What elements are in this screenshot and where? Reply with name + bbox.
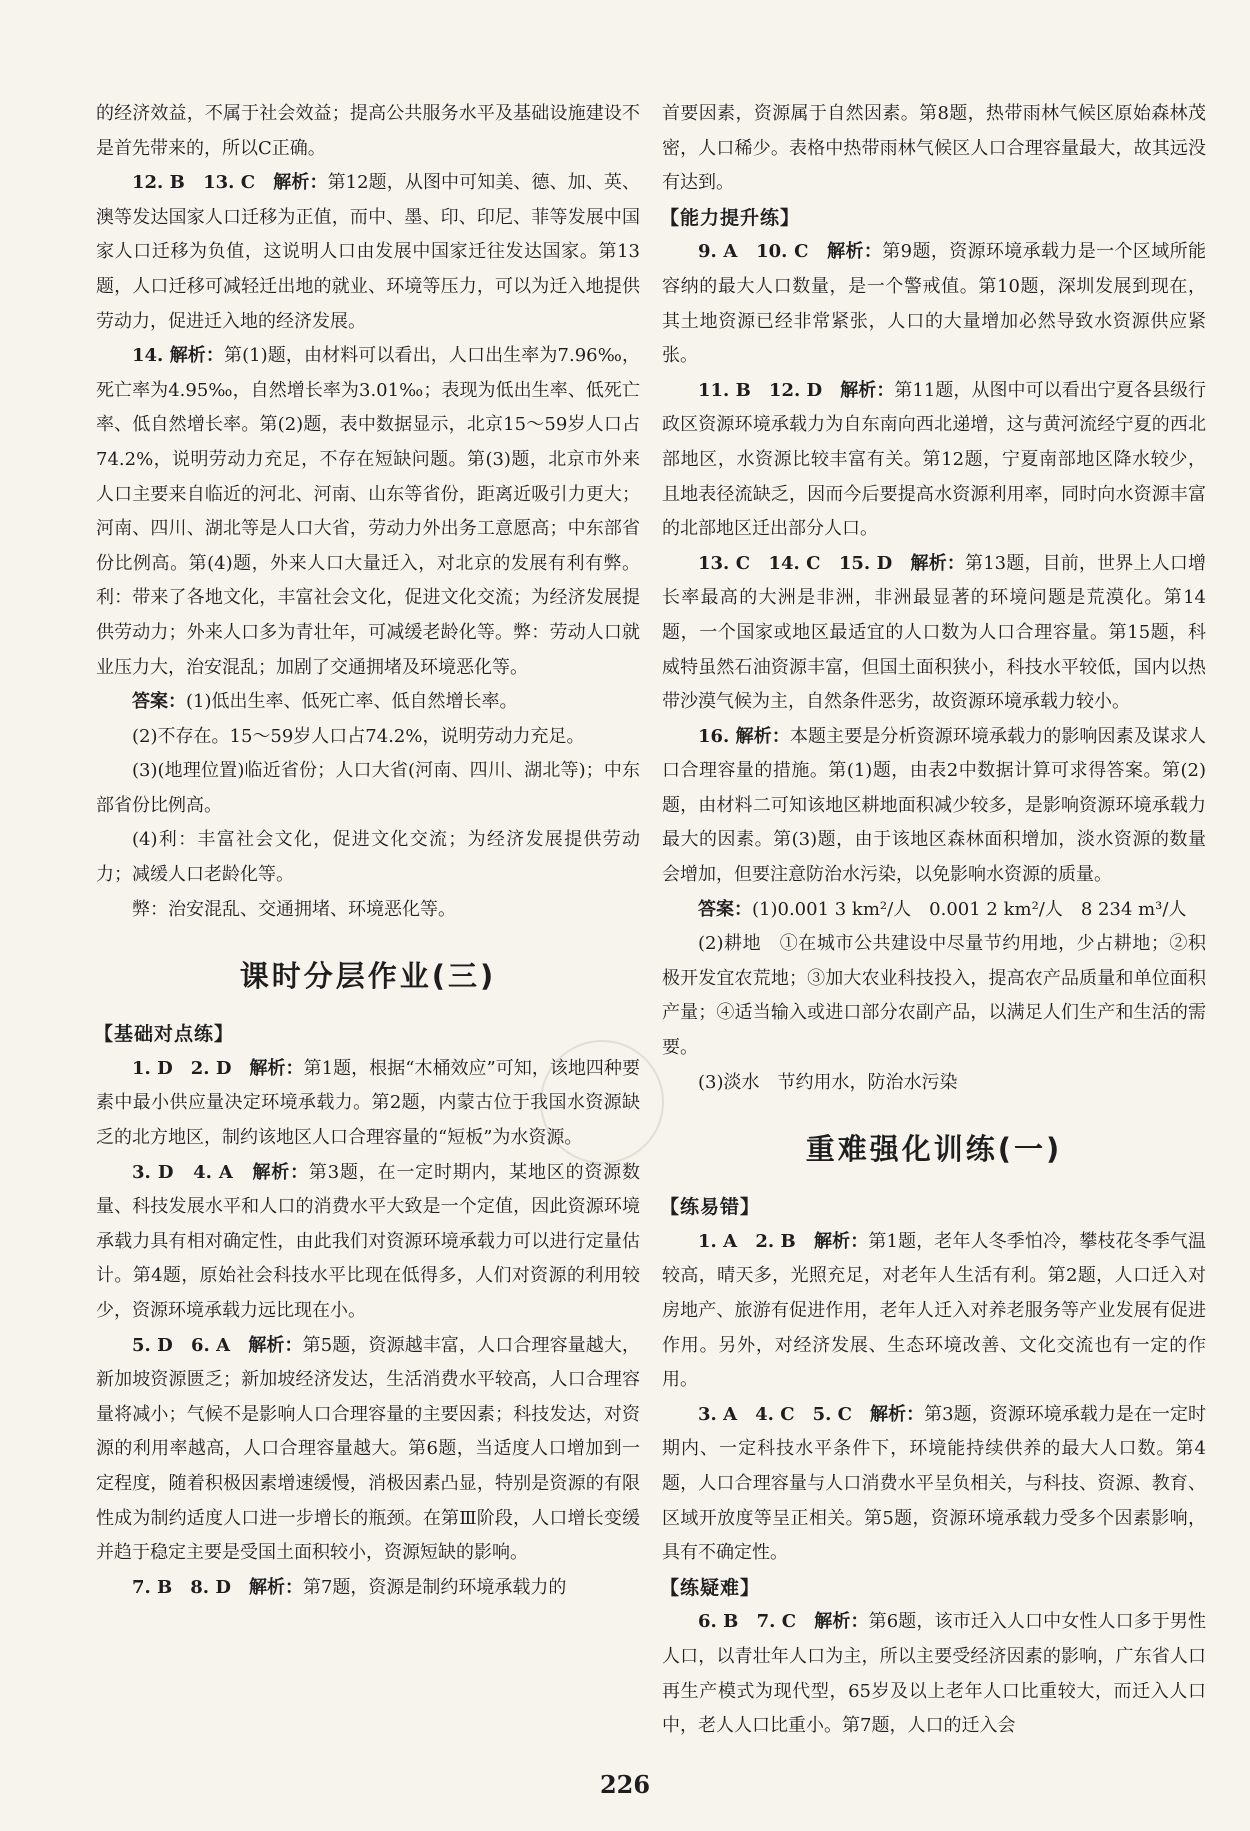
answer-14 bbox=[96, 339, 640, 685]
explanation: 第(1)题，由材料可以看出，人口出生率为7.96‰，死亡率为4.95‰，自然增长率为3.01‰；表现为低出生率、低死亡率、低自然增长率。第(2)题，表中数据显示，北京15～59岁人口占74.2%，说明劳动力充足，不存在短缺问题。第(3)题，北京市外来人口主要来自临近的河北、河南、山东等省份，距离近吸引力更大；河南、四川、湖北等是人口大省，劳动力外出务工意愿高；中东部省份比例高。第(4)题，外来人口大量迁入，对北京的发展有利有弊。利：带来了各地文化，丰富社会文化，促进文化交流；为经济发展提供劳动力；外来人口多为青壮年，可减缓老龄化等。弊：劳动人口就业压力大，治安混乱；加剧了交通拥堵及环境恶化等。 bbox=[96, 345, 640, 678]
paragraph: 首要因素，资源属于自然因素。第8题，热带雨林气候区原始森林茂密，人口稀少。表格中热带雨林气候区人口合理容量最大，故其远没有达到。 bbox=[662, 103, 1206, 194]
answer-label: 答案： bbox=[132, 691, 186, 713]
answer-13-15 bbox=[662, 547, 1206, 720]
explanation: 第9题，资源环境承载力是一个区域所能容纳的最大人口数量，是一个警戒值。第10题，深圳发展到现在，其土地资源已经非常紧张，人口的大量增加必然导致水资源供应紧张。 bbox=[662, 241, 1206, 367]
question-label: 1. D 2. D 解析： bbox=[132, 1057, 304, 1079]
question-label: 16. 解析： bbox=[698, 725, 790, 747]
question-label: 6. B 7. C 解析： bbox=[698, 1611, 869, 1633]
answer-label: 答案： bbox=[698, 898, 752, 920]
explanation: 第7题，资源是制约环境承载力的 bbox=[302, 1576, 567, 1598]
question-label: 7. B 8. D 解析： bbox=[132, 1576, 303, 1598]
answer-12-13 bbox=[96, 166, 640, 339]
answer-5-6 bbox=[96, 1329, 640, 1571]
question-label: 5. D 6. A 解析： bbox=[132, 1334, 303, 1356]
paragraph: 的经济效益，不属于社会效益；提高公共服务水平及基础设施建设不是首先带来的，所以C正确。 bbox=[96, 103, 640, 159]
explanation: 第5题，资源越丰富，人口合理容量越大，新加坡资源匮乏；新加坡经济发达，生活消费水平较高，人口合理容量将减小；气候不是影响人口合理容量的主要因素；科技发达，对资源的利用率越高，人口合理容量越大。第6题，当适度人口增加到一定程度，随着积极因素增速缓慢，消极因素凸显，特别是资源的有限性成为制约适度人口进一步增长的瓶颈。在第Ⅲ阶段，人口增长变缓并趋于稳定主要是受国土面积较小，资源短缺的影响。 bbox=[96, 1334, 640, 1564]
left-column bbox=[96, 97, 640, 1605]
answer-text: (4)利：丰富社会文化，促进文化交流；为经济发展提供劳动力；减缓人口老龄化等。 bbox=[96, 829, 640, 886]
answer-3-5 bbox=[662, 1398, 1206, 1571]
explanation: 第1题，根据“木桶效应”可知，该地四种要素中最小供应量决定环境承载力。第2题，内蒙古位于我国水资源缺乏的北方地区，制约该地区人口合理容量的“短板”为水资源。 bbox=[96, 1057, 640, 1149]
explanation: 第3题，在一定时期内，某地区的资源数量、科技发展水平和人口的消费水平大致是一个定值，因此资源环境承载力具有相对确定性，由此我们对资源环境承载力可以进行定量估计。第4题，原始社会科技水平比现在低得多，人们对资源的利用较少，资源环境承载力远比现在小。 bbox=[96, 1161, 640, 1321]
answer-text: (2)耕地 ①在城市公共建设中尽量节约用地，少占耕地；②积极开发宜农荒地；③加大农业科技投入，提高农产品质量和单位面积产量；④适当输入或进口部分农副产品，以满足人们生产和生活的需要。 bbox=[662, 933, 1206, 1059]
explanation: 第6题，该市迁入人口中女性人口多于男性人口，以青壮年人口为主，所以主要受经济因素的影响，广东省人口再生产模式为现代型，65岁及以上老年人口比重较大，而迁入人口中，老人人口比重小。第7题，人口的迁入会 bbox=[662, 1611, 1207, 1737]
subsection-title: 【能力提升练】 bbox=[660, 206, 801, 229]
explanation: 第12题，从图中可知美、德、加、英、澳等发达国家人口迁移为正值，而中、墨、印、印尼、菲等发展中国家人口迁移为负值，这说明人口由发展中国家迁往发达国家。第13题，人口迁移可减轻迁出地的就业、环境等压力，可以为迁入地提供劳动力，促进迁入地的经济发展。 bbox=[96, 172, 640, 332]
answer-text: 弊：治安混乱、交通拥堵、环境恶化等。 bbox=[132, 898, 456, 920]
answer-text: (2)不存在。15～59岁人口占74.2%，说明劳动力充足。 bbox=[132, 725, 585, 747]
answer-16-key bbox=[662, 893, 1206, 928]
answer-7-8 bbox=[96, 1571, 640, 1606]
right-column bbox=[662, 97, 1206, 1744]
answer-1-2 bbox=[662, 1225, 1206, 1398]
explanation: 第11题，从图中可以看出宁夏各县级行政区资源环境承载力为自东南向西北递增，这与黄河流经宁夏的西北部地区，水资源比较丰富有关。第12题，宁夏南部地区降水较少，且地表径流缺乏，因而今后要提高水资源利用率，同时向水资源丰富的北部地区迁出部分人口。 bbox=[662, 379, 1206, 540]
explanation: 第1题，老年人冬季怕冷，攀枝花冬季气温较高，晴天多，光照充足，对老年人生活有利。第2题，人口迁入对房地产、旅游有促进作用，老年人迁入对养老服务等产业发展有促进作用。另外，对经济发展、生态环境改善、文化交流也有一定的作用。 bbox=[662, 1230, 1207, 1391]
answer-text: (3)淡水 节约用水，防治水污染 bbox=[698, 1071, 958, 1093]
answer-text: (3)(地理位置)临近省份；人口大省(河南、四川、湖北等)；中东部省份比例高。 bbox=[96, 760, 640, 816]
answer-11-12 bbox=[662, 374, 1206, 547]
subsection-title: 【基础对点练】 bbox=[94, 1023, 235, 1046]
subsection-title: 【练易错】 bbox=[660, 1196, 761, 1219]
section-title: 课时分层作业(三) bbox=[239, 959, 497, 994]
answer-16 bbox=[662, 720, 1206, 893]
answer-text: (1)低出生率、低死亡率、低自然增长率。 bbox=[186, 691, 518, 713]
answer-14-key bbox=[96, 685, 640, 720]
answer-6-7 bbox=[662, 1605, 1206, 1743]
explanation: 第13题，目前，世界上人口增长率最高的大洲是非洲，非洲最显著的环境问题是荒漠化。第14题，一个国家或地区最适宜的人口数为人口合理容量。第15题，科威特虽然石油资源丰富，但国土面积狭小，科技水平较低，国内以热带沙漠气候为主，自然条件恶劣，故资源环境承载力较小。 bbox=[662, 552, 1206, 713]
question-label: 11. B 12. D 解析： bbox=[698, 379, 895, 401]
question-label: 1. A 2. B 解析： bbox=[698, 1230, 869, 1252]
explanation: 第3题，资源环境承载力是在一定时期内、一定科技水平条件下，环境能持续供养的最大人口数。第4题，人口合理容量与人口消费水平呈负相关，与科技、资源、教育、区域开放度等呈正相关。第5题，资源环境承载力受多个因素影响，具有不确定性。 bbox=[662, 1403, 1206, 1564]
explanation: 本题主要是分析资源环境承载力的影响因素及谋求人口合理容量的措施。第(1)题，由表2中数据计算可求得答案。第(2)题，由材料二可知该地区耕地面积减少较多，是影响资源环境承载力最大的因素。第(3)题，由于该地区森林面积增加，淡水资源的数量会增加，但要注意防治水污染，以免影响水资源的质量。 bbox=[662, 725, 1206, 886]
question-label: 13. C 14. C 15. D 解析： bbox=[698, 552, 966, 574]
answer-9-10 bbox=[662, 235, 1206, 373]
question-label: 9. A 10. C 解析： bbox=[698, 241, 883, 263]
page-number: 226 bbox=[599, 1770, 651, 1799]
subsection-title: 【练疑难】 bbox=[660, 1576, 761, 1599]
question-label: 3. A 4. C 5. C 解析： bbox=[698, 1403, 925, 1425]
question-label: 12. B 13. C 解析： bbox=[132, 172, 328, 194]
answer-text: (1)0.001 3 km²/人 0.001 2 km²/人 8 234 m³/人 bbox=[752, 898, 1187, 920]
question-label: 14. 解析： bbox=[132, 345, 225, 367]
section-title: 重难强化训练(一) bbox=[805, 1132, 1063, 1167]
faded-stamp-mark bbox=[540, 1040, 664, 1164]
answer-3-4 bbox=[96, 1156, 640, 1329]
question-label: 3. D 4. A 解析： bbox=[132, 1161, 309, 1183]
